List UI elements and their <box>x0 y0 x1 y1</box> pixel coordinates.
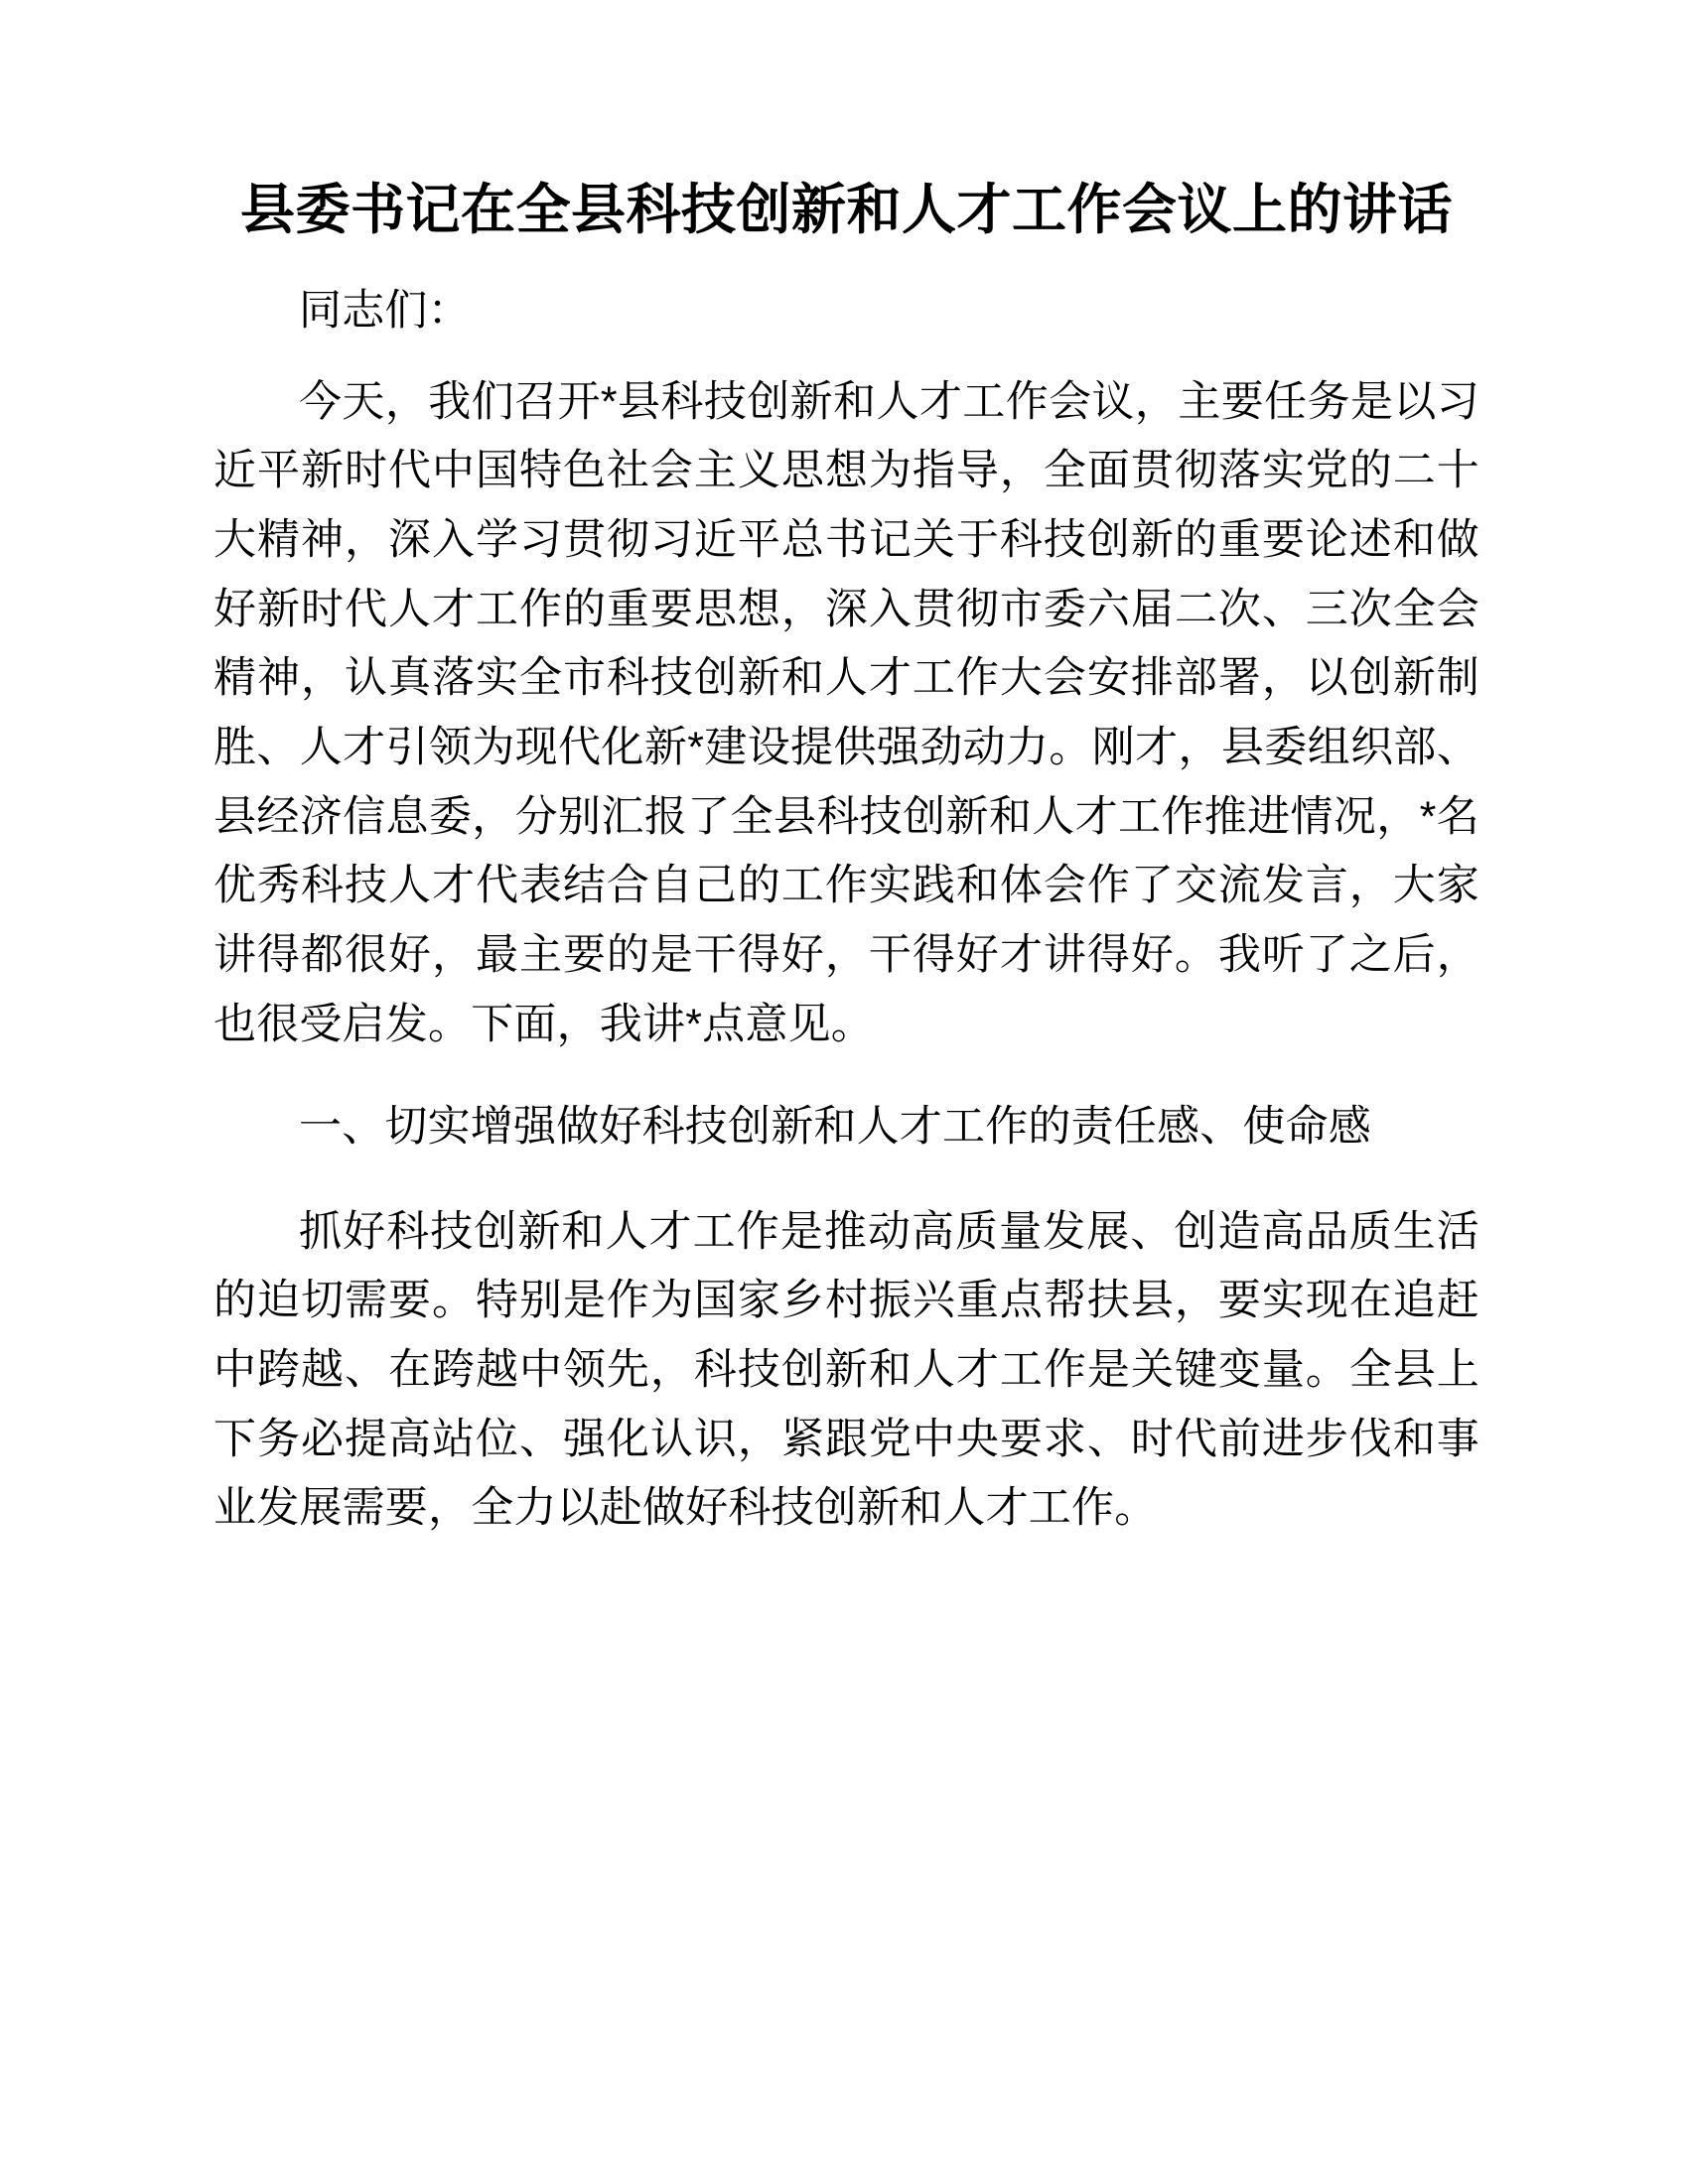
intro-paragraph: 今天，我们召开*县科技创新和人才工作会议，主要任务是以习近平新时代中国特色社会主义思想为指导，全面贯彻落实党的二十大精神，深入学习贯彻习近平总书记关于科技创新的重要论述和做好新时代人才工作的重要思想，深入贯彻市委六届二次、三次全会精神，认真落实全市科技创新和人才工作大会安排部署，以创新制胜、人才引领为现代化新*建设提供强劲动力。刚才，县委组织部、县经济信息委，分别汇报了全县科技创新和人才工作推进情况，*名优秀科技人才代表结合自己的工作实践和体会作了交流发言，大家讲得都很好，最主要的是干得好，干得好才讲得好。我听了之后，也很受启发。下面，我讲*点意见。 <box>213 377 1479 1048</box>
document-title: 县委书记在全县科技创新和人才工作会议上的讲话 <box>239 179 1453 240</box>
section-one-paragraph: 抓好科技创新和人才工作是推动高质量发展、创造高品质生活的迫切需要。特别是作为国家乡村振兴重点帮扶县，要实现在追赶中跨越、在跨越中领先，科技创新和人才工作是关键变量。全县上下务必提高站位、强化认识，紧跟党中央要求、时代前进步伐和事业发展需要，全力以赴做好科技创新和人才工作。 <box>213 1207 1479 1533</box>
salutation-line: 同志们： <box>299 286 471 335</box>
document-body <box>213 0 1479 1544</box>
section-heading-one: 一、切实增强做好科技创新和人才工作的责任感、使命感 <box>299 1103 1371 1152</box>
